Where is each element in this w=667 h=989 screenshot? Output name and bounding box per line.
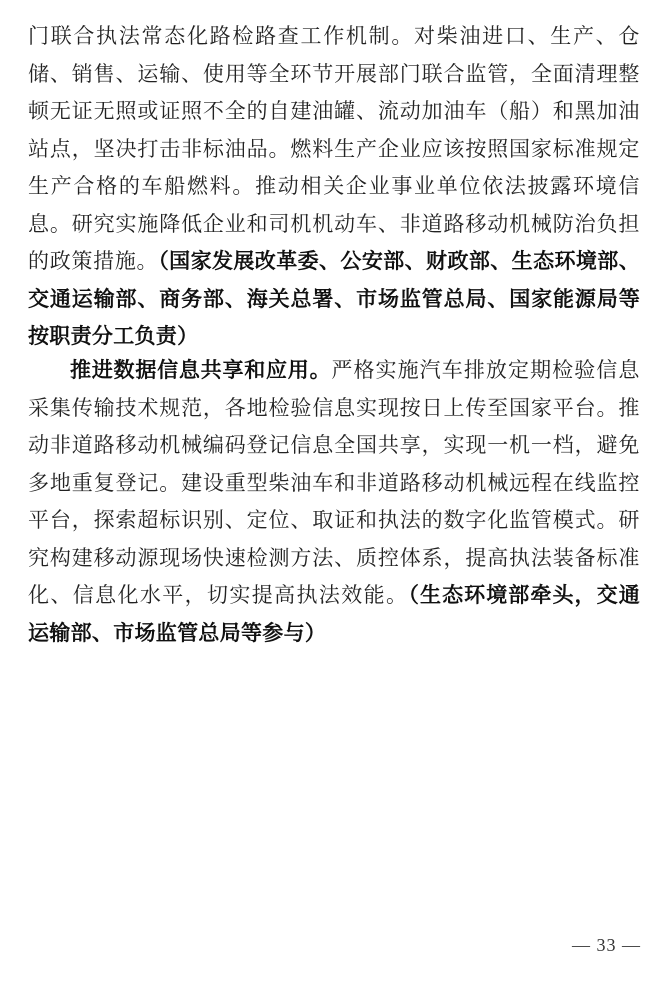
paragraph-heading: 推进数据信息共享和应用。	[70, 358, 332, 382]
paragraph-diesel-supervision	[28, 18, 640, 356]
page-number: — 33 —	[572, 935, 641, 955]
paragraph-data-sharing	[28, 352, 640, 652]
paragraph-body-text: 门联合执法常态化路检路查工作机制。对柴油进口、生产、仓储、销售、运输、使用等全环节开展部门联合监管，全面清理整顿无证无照或证照不全的自建油罐、流动加油车（船）和黑加油站点，坚决打击非标油品。燃料生产企业应该按照国家标准规定生产合格的车船燃料。推动相关企业事业单位依法披露环境信息。研究实施降低企业和司机机动车、非道路移动机械防治负担的政策措施。	[28, 24, 640, 273]
paragraph-body-text: 严格实施汽车排放定期检验信息采集传输技术规范，各地检验信息实现按日上传至国家平台。推动非道路移动机械编码登记信息全国共享，实现一机一档，避免多地重复登记。建设重型柴油车和非道路移动机械远程在线监控平台，探索超标识别、定位、取证和执法的数字化监管模式。研究构建移动源现场快速检测方法、质控体系，提高执法装备标准化、信息化水平，切实提高执法效能。	[28, 358, 640, 607]
responsibility-note: （国家发展改革委、公安部、财政部、生态环境部、交通运输部、商务部、海关总署、市场监管总局、国家能源局等按职责分工负责）	[28, 249, 640, 348]
responsibility-note: （生态环境部牵头，交通运输部、市场监管总局等参与）	[28, 583, 640, 645]
